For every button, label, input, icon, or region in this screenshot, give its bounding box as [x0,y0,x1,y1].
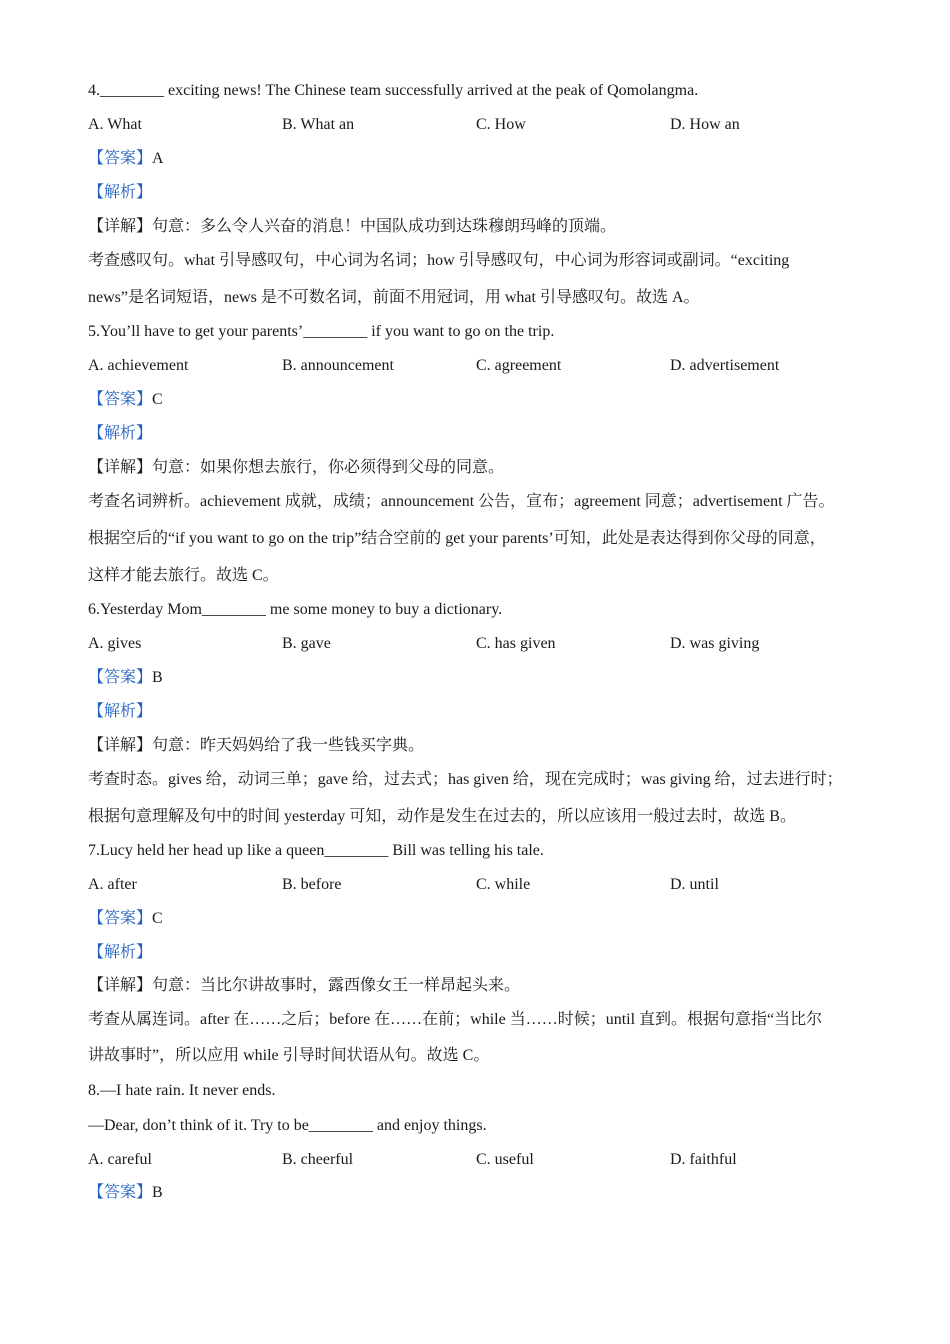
detail-text: 句意：当比尔讲故事时，露西像女王一样昂起头来。 [152,977,521,994]
question-4-explanation-line: news”是名词短语，news 是不可数名词，前面不用冠词，用 what 引导感叹句。故选 A。 [88,289,700,306]
detail-text: 句意：多么令人兴奋的消息！中国队成功到达珠穆朗玛峰的顶端。 [152,218,617,235]
answer-value: C [152,910,163,927]
answer-tag: 【答案】 [88,150,153,167]
question-5-explanation-line: 这样才能去旅行。故选 C。 [88,567,279,584]
question-5-analysis-tag: 【解析】 [88,425,153,442]
question-7-analysis-tag: 【解析】 [88,944,153,961]
question-8-stem: 8.—I hate rain. It never ends. [88,1082,276,1099]
question-5-explanation-line: 考查名词辨析。achievement 成就，成绩；announcement 公告，宣布；agreement 同意；advertisement 广告。 [88,493,835,510]
question-4-explanation-line: 考查感叹句。what 引导感叹句，中心词为名词；how 引导感叹句，中心词为形容词或副词。“exciting [88,252,790,269]
question-5-answer [88,390,880,410]
answer-value: C [152,391,163,408]
option-d: D. How an [670,116,740,133]
question-6-detail [88,736,880,756]
question-8-stem-reply: —Dear, don’t think of it. Try to be________ and enjoy things. [88,1117,487,1134]
option-a: A. careful [88,1151,152,1168]
option-a: A. after [88,876,137,893]
detail-text: 句意：如果你想去旅行，你必须得到父母的同意。 [152,459,505,476]
detail-tag: 【详解】 [88,977,153,994]
answer-value: B [152,669,163,686]
question-4-analysis-tag: 【解析】 [88,184,153,201]
option-b: B. gave [282,635,331,652]
option-d: D. faithful [670,1151,737,1168]
option-c: C. has given [476,635,556,652]
question-5-explanation-line: 根据空后的“if you want to go on the trip”结合空前的 get your parents’可知，此处是表达得到你父母的同意， [88,530,826,547]
answer-value: A [152,150,164,167]
option-d: D. advertisement [670,357,780,374]
question-6-options [88,634,888,654]
option-d: D. until [670,876,719,893]
option-b: B. cheerful [282,1151,354,1168]
question-7-options [88,875,888,895]
option-c: C. How [476,116,526,133]
option-a: A. achievement [88,357,189,374]
question-7-answer [88,909,880,929]
question-5-stem: 5.You’ll have to get your parents’________ if you want to go on the trip. [88,323,555,340]
question-7-explanation-line: 讲故事时”，所以应用 while 引导时间状语从句。故选 C。 [88,1047,490,1064]
question-6-answer [88,668,880,688]
question-7-stem: 7.Lucy held her head up like a queen________ Bill was telling his tale. [88,842,544,859]
question-4-answer [88,149,880,169]
question-5-options [88,356,888,376]
detail-tag: 【详解】 [88,737,153,754]
option-a: A. gives [88,635,142,652]
question-5-detail [88,458,880,478]
answer-tag: 【答案】 [88,669,153,686]
option-b: B. announcement [282,357,394,374]
question-4-stem: 4.________ exciting news! The Chinese team successfully arrived at the peak of Qomolangma. [88,82,699,99]
question-6-stem: 6.Yesterday Mom________ me some money to buy a dictionary. [88,601,503,618]
option-c: C. while [476,876,531,893]
question-8-options [88,1150,888,1170]
question-6-explanation-line: 根据句意理解及句中的时间 yesterday 可知，动作是发生在过去的，所以应该用一般过去时，故选 B。 [88,808,796,825]
question-7-detail [88,976,880,996]
answer-tag: 【答案】 [88,1184,153,1201]
question-7-explanation-line: 考查从属连词。after 在……之后；before 在……在前；while 当……时候；until 直到。根据句意指“当比尔 [88,1011,823,1028]
answer-tag: 【答案】 [88,910,153,927]
option-b: B. before [282,876,342,893]
option-c: C. agreement [476,357,562,374]
answer-tag: 【答案】 [88,391,153,408]
option-a: A. What [88,116,142,133]
detail-tag: 【详解】 [88,459,153,476]
detail-text: 句意：昨天妈妈给了我一些钱买字典。 [152,737,425,754]
question-6-explanation-line: 考查时态。gives 给，动词三单；gave 给，过去式；has given 给，现在完成时；was giving 给，过去进行时； [88,771,843,788]
answer-value: B [152,1184,163,1201]
option-d: D. was giving [670,635,760,652]
option-b: B. What an [282,116,355,133]
question-4-detail [88,217,880,237]
question-6-analysis-tag: 【解析】 [88,703,153,720]
option-c: C. useful [476,1151,534,1168]
question-4-options [88,115,888,135]
question-8-answer [88,1183,880,1203]
detail-tag: 【详解】 [88,218,153,235]
